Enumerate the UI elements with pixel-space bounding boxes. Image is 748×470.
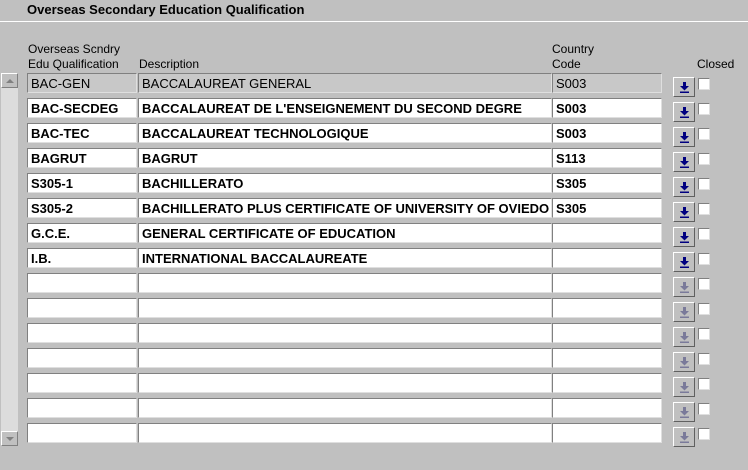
table-row xyxy=(0,398,748,423)
country-lov-button[interactable] xyxy=(673,127,695,147)
qualification-code-field[interactable] xyxy=(27,323,137,343)
download-arrow-icon xyxy=(680,257,689,268)
country-lov-button[interactable] xyxy=(673,152,695,172)
header-code-line1: Overseas Scndry xyxy=(28,42,121,56)
country-code-field[interactable] xyxy=(552,323,662,343)
qualification-code-field[interactable]: I.B. xyxy=(27,248,137,268)
country-lov-button[interactable] xyxy=(673,402,695,422)
closed-checkbox[interactable] xyxy=(698,378,710,390)
country-code-field[interactable] xyxy=(552,273,662,293)
download-arrow-icon xyxy=(680,207,689,218)
header-country-line1: Country xyxy=(552,42,595,56)
download-arrow-icon xyxy=(680,132,689,143)
country-code-field[interactable] xyxy=(552,248,662,268)
country-code-field[interactable]: S003 xyxy=(552,123,662,143)
closed-checkbox[interactable] xyxy=(698,128,710,140)
country-lov-button[interactable] xyxy=(673,352,695,372)
description-field[interactable] xyxy=(138,298,552,318)
table-row xyxy=(0,298,748,323)
closed-checkbox[interactable] xyxy=(698,403,710,415)
header-closed: Closed xyxy=(697,57,735,71)
closed-checkbox[interactable] xyxy=(698,353,710,365)
download-arrow-icon xyxy=(680,157,689,168)
header-country-line2: Code xyxy=(552,57,581,71)
qualification-code-field[interactable] xyxy=(27,273,137,293)
description-field[interactable]: BAGRUT xyxy=(138,148,552,168)
country-lov-button[interactable] xyxy=(673,327,695,347)
closed-checkbox[interactable] xyxy=(698,303,710,315)
table-row xyxy=(0,123,748,148)
table-row xyxy=(0,273,748,298)
download-arrow-icon xyxy=(680,107,689,118)
country-lov-button[interactable] xyxy=(673,177,695,197)
description-field[interactable]: BACCALAUREAT GENERAL xyxy=(138,73,552,93)
download-arrow-icon xyxy=(680,382,689,393)
download-arrow-icon xyxy=(680,432,689,443)
download-arrow-icon xyxy=(680,357,689,368)
description-field[interactable]: GENERAL CERTIFICATE OF EDUCATION xyxy=(138,223,552,243)
qualification-code-field[interactable]: BAC-TEC xyxy=(27,123,137,143)
country-code-field[interactable]: S305 xyxy=(552,198,662,218)
qualification-code-field[interactable]: BAGRUT xyxy=(27,148,137,168)
country-code-field[interactable]: S305 xyxy=(552,173,662,193)
table-row xyxy=(0,323,748,348)
qualification-code-field[interactable]: BAC-SECDEG xyxy=(27,98,137,118)
closed-checkbox[interactable] xyxy=(698,178,710,190)
table-row xyxy=(0,423,748,448)
table-row xyxy=(0,348,748,373)
table-row xyxy=(0,98,748,123)
country-lov-button[interactable] xyxy=(673,102,695,122)
block-title: Overseas Secondary Education Qualification xyxy=(27,2,305,17)
table-row xyxy=(0,148,748,173)
download-arrow-icon xyxy=(680,282,689,293)
description-field[interactable]: INTERNATIONAL BACCALAUREATE xyxy=(138,248,552,268)
closed-checkbox[interactable] xyxy=(698,78,710,90)
description-field[interactable]: BACCALAUREAT TECHNOLOGIQUE xyxy=(138,123,552,143)
closed-checkbox[interactable] xyxy=(698,153,710,165)
description-field[interactable] xyxy=(138,423,552,443)
qualification-code-field[interactable]: G.C.E. xyxy=(27,223,137,243)
country-lov-button[interactable] xyxy=(673,252,695,272)
country-lov-button[interactable] xyxy=(673,427,695,447)
table-row xyxy=(0,198,748,223)
country-code-field[interactable] xyxy=(552,348,662,368)
closed-checkbox[interactable] xyxy=(698,103,710,115)
country-code-field[interactable] xyxy=(552,398,662,418)
country-code-field[interactable] xyxy=(552,223,662,243)
closed-checkbox[interactable] xyxy=(698,328,710,340)
qualification-code-field[interactable]: BAC-GEN xyxy=(27,73,137,93)
header-description: Description xyxy=(139,57,200,71)
block-frame-line xyxy=(0,21,748,22)
closed-checkbox[interactable] xyxy=(698,203,710,215)
description-field[interactable] xyxy=(138,273,552,293)
download-arrow-icon xyxy=(680,332,689,343)
country-code-field[interactable] xyxy=(552,373,662,393)
download-arrow-icon xyxy=(680,82,689,93)
country-lov-button[interactable] xyxy=(673,202,695,222)
country-lov-button[interactable] xyxy=(673,77,695,97)
closed-checkbox[interactable] xyxy=(698,278,710,290)
country-code-field[interactable]: S113 xyxy=(552,148,662,168)
country-code-field[interactable] xyxy=(552,423,662,443)
qualification-code-field[interactable] xyxy=(27,423,137,443)
qualification-code-field[interactable] xyxy=(27,373,137,393)
country-lov-button[interactable] xyxy=(673,227,695,247)
country-lov-button[interactable] xyxy=(673,302,695,322)
download-arrow-icon xyxy=(680,232,689,243)
qualification-code-field[interactable] xyxy=(27,298,137,318)
table-row xyxy=(0,248,748,273)
closed-checkbox[interactable] xyxy=(698,228,710,240)
table-row xyxy=(0,73,748,98)
description-field[interactable]: BACCALAUREAT DE L'ENSEIGNEMENT DU SECOND DEGRE xyxy=(138,98,552,118)
closed-checkbox[interactable] xyxy=(698,253,710,265)
country-lov-button[interactable] xyxy=(673,377,695,397)
qualification-code-field[interactable] xyxy=(27,348,137,368)
table-row xyxy=(0,223,748,248)
qualification-code-field[interactable]: S305-1 xyxy=(27,173,137,193)
description-field[interactable] xyxy=(138,323,552,343)
qualification-code-field[interactable] xyxy=(27,398,137,418)
table-row xyxy=(0,173,748,198)
download-arrow-icon xyxy=(680,182,689,193)
qualification-code-field[interactable]: S305-2 xyxy=(27,198,137,218)
country-code-field[interactable]: S003 xyxy=(552,98,662,118)
description-field[interactable] xyxy=(138,373,552,393)
table-row xyxy=(0,373,748,398)
description-field[interactable]: BACHILLERATO PLUS CERTIFICATE OF UNIVERSITY OF OVIEDO xyxy=(138,198,552,218)
country-code-field[interactable]: S003 xyxy=(552,73,662,93)
country-code-field[interactable] xyxy=(552,298,662,318)
description-field[interactable] xyxy=(138,348,552,368)
description-field[interactable]: BACHILLERATO xyxy=(138,173,552,193)
closed-checkbox[interactable] xyxy=(698,428,710,440)
download-arrow-icon xyxy=(680,407,689,418)
country-lov-button[interactable] xyxy=(673,277,695,297)
download-arrow-icon xyxy=(680,307,689,318)
description-field[interactable] xyxy=(138,398,552,418)
header-code-line2: Edu Qualification xyxy=(28,57,119,71)
